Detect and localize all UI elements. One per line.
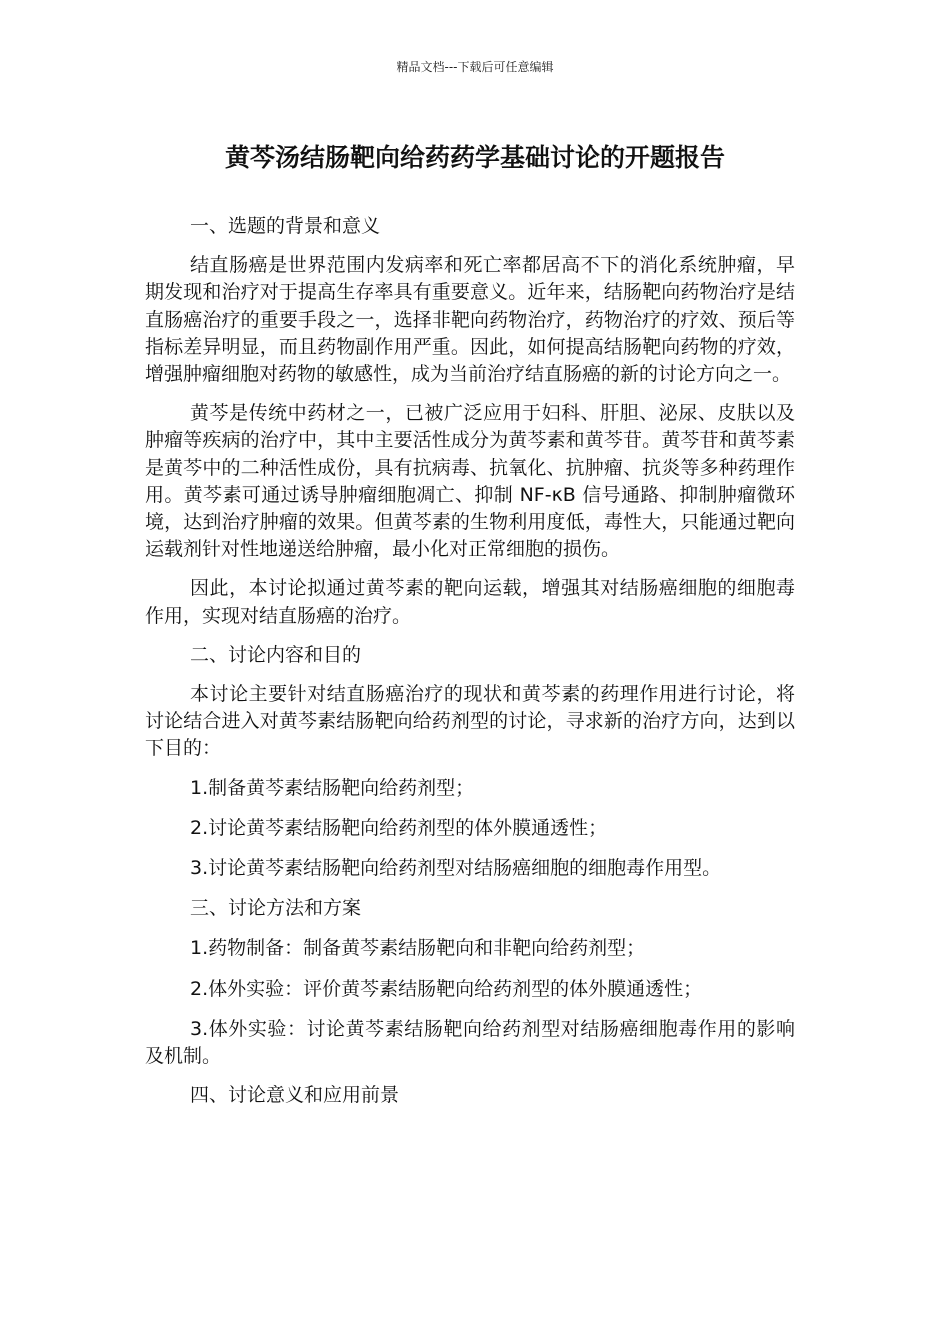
list-item-method-1: 1.药物制备：制备黄芩素结肠靶向和非靶向给药剂型； bbox=[190, 937, 646, 960]
list-item-method-2: 2.体外实验：评价黄芩素结肠靶向给药剂型的体外膜通透性； bbox=[190, 977, 703, 1000]
paragraph-scutellaria: 黄芩是传统中药材之一，已被广泛应用于妇科、肝胆、泌尿、皮肤以及肿瘤等疾病的治疗中，其中主要活性成分为黄芩素和黄芩苷。黄芩苷和黄芩素是黄芩中的二种活性成份，具有抗病毒、抗氧化、抗肿瘤、抗炎等多种药理作用。黄芩素可通过诱导肿瘤细胞凋亡、抑制 NF-κB 信号通路、抑制肿瘤微环境，达到治疗肿瘤的效果。但黄芩素的生物利用度低，毒性大，只能通过靶向运载剂针对性地递送给肿瘤，最小化对正常细胞的损伤。 bbox=[145, 402, 795, 561]
section-heading-significance: 四、讨论意义和应用前景 bbox=[190, 1084, 400, 1107]
list-item-goal-3: 3.讨论黄芩素结肠靶向给药剂型对结肠癌细胞的细胞毒作用型。 bbox=[190, 857, 722, 880]
document-body bbox=[145, 213, 795, 1121]
list-item-goal-2: 2.讨论黄芩素结肠靶向给药剂型的体外膜通透性； bbox=[190, 816, 608, 839]
section-heading-methods: 三、讨论方法和方案 bbox=[190, 897, 362, 920]
section-heading-content: 二、讨论内容和目的 bbox=[190, 643, 362, 666]
list-item-method-3: 3.体外实验：讨论黄芩素结肠靶向给药剂型对结肠癌细胞毒作用的影响及机制。 bbox=[145, 1017, 795, 1068]
paragraph-background: 结直肠癌是世界范围内发病率和死亡率都居高不下的消化系统肿瘤，早期发现和治疗对于提高生存率具有重要意义。近年来，结肠靶向药物治疗是结直肠癌治疗的重要手段之一，选择非靶向药物治疗，药物治疗的疗效、预后等指标差异明显，而且药物副作用严重。因此，如何提高结肠靶向药物的疗效，增强肿瘤细胞对药物的敏感性，成为当前治疗结直肠癌的新的讨论方向之一。 bbox=[145, 254, 795, 386]
list-item-goal-1: 1.制备黄芩素结肠靶向给药剂型； bbox=[190, 776, 475, 799]
page-header-note: 精品文档---下载后可任意编辑 bbox=[396, 60, 554, 74]
paragraph-content-intro: 本讨论主要针对结直肠癌治疗的现状和黄芩素的药理作用进行讨论，将讨论结合进入对黄芩素结肠靶向给药剂型的讨论，寻求新的治疗方向，达到以下目的： bbox=[145, 683, 795, 760]
document-title: 黄芩汤结肠靶向给药药学基础讨论的开题报告 bbox=[224, 143, 725, 172]
paragraph-purpose-summary: 因此，本讨论拟通过黄芩素的靶向运载，增强其对结肠癌细胞的细胞毒作用，实现对结直肠癌的治疗。 bbox=[145, 577, 795, 627]
section-heading-background: 一、选题的背景和意义 bbox=[190, 215, 381, 237]
